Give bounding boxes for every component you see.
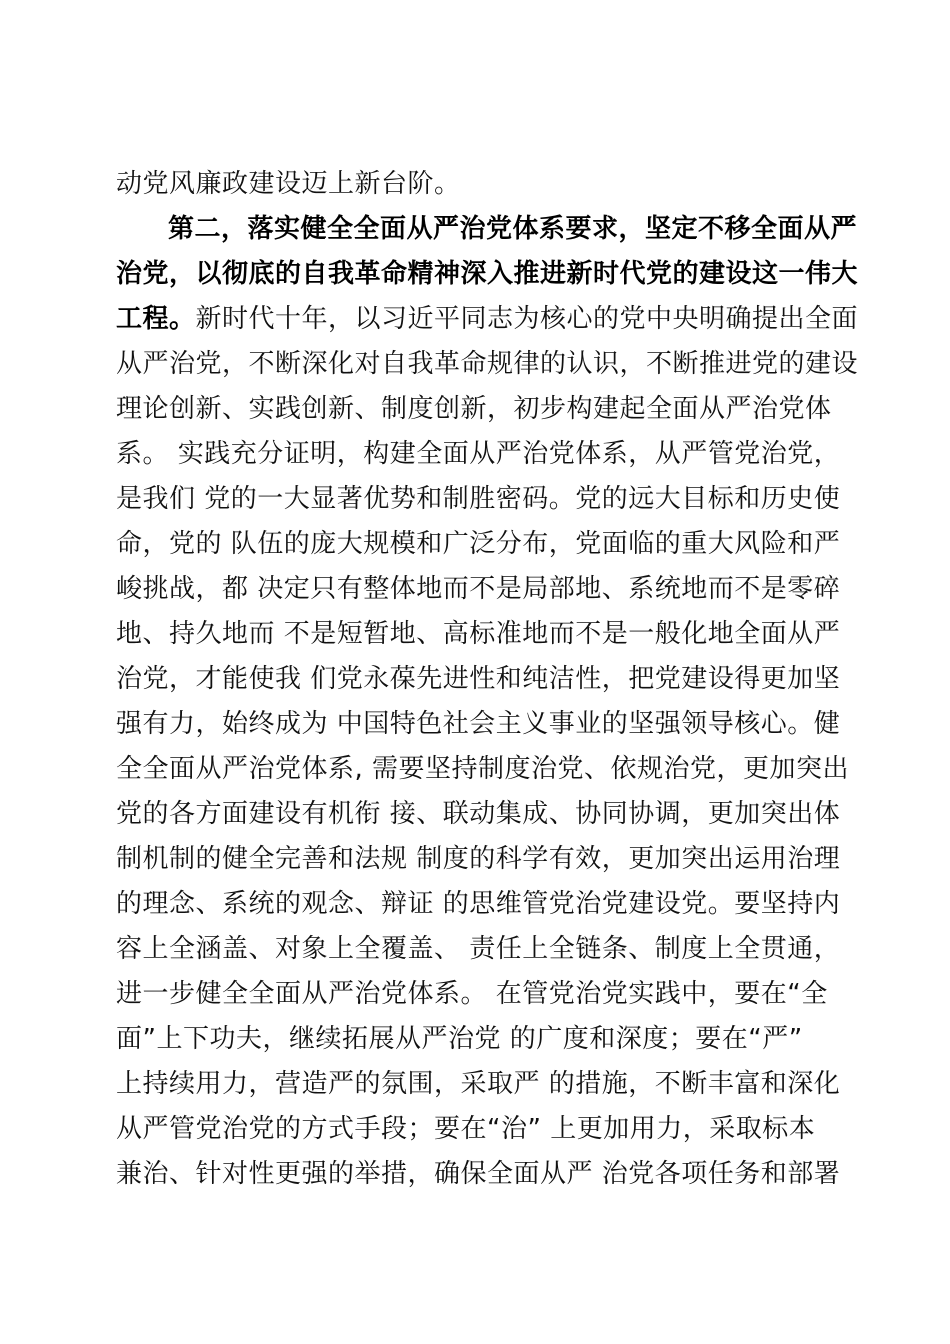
text-line: 系。 实践充分证明，构建全面从严治党体系，从严管党治党， — [116, 439, 841, 469]
text-line: 是我们 党的一大显著优势和制胜密码。党的远大目标和历史使 — [116, 484, 841, 514]
text-line: 强有力，始终成为 中国特色社会主义事业的坚强领导核心。健 — [116, 709, 841, 739]
text-line: 地、持久地而 不是短暂地、高标准地而不是一般化地全面从严 — [116, 619, 841, 649]
text-line — [116, 297, 859, 341]
text-line: 容上全涵盖、对象上全覆盖、 责任上全链条、制度上全贯通， — [116, 934, 841, 964]
text-line: 的理念、系统的观念、辩证 的思维管党治党建设党。要坚持内 — [116, 889, 841, 919]
text-span: 新时代十年，以习近平同志为核心的党中央明确提出全面 — [195, 304, 859, 334]
text-line: 全全面从严治党体系, 需要坚持制度治党、依规治党，更加突出 — [116, 754, 850, 784]
text-line: 命，党的 队伍的庞大规模和广泛分布，党面临的重大风险和严 — [116, 529, 841, 559]
text-line: 兼治、针对性更强的举措，确保全面从严 治党各项任务和部署 — [116, 1159, 841, 1189]
text-line: 进一步健全全面从严治党体系。 在管党治党实践中，要在“全 — [116, 979, 828, 1009]
text-line: 从严治党，不断深化对自我革命规律的认识，不断推进党的建设 — [116, 349, 859, 379]
text-line: 上持续用力，营造严的氛围，采取严 的措施，不断丰富和深化 — [116, 1069, 841, 1099]
text-line: 峻挑战，都 决定只有整体地而不是局部地、系统地而不是零碎 — [116, 574, 841, 604]
text-line: 面”上下功夫，继续拓展从严治党 的广度和深度；要在“严” — [116, 1024, 803, 1054]
section-heading-line: 治党，以彻底的自我革命精神深入推进新时代党的建设这一伟大 — [116, 259, 859, 289]
section-heading-line: 第二，落实健全全面从严治党体系要求，坚定不移全面从严 — [168, 214, 858, 244]
text-line: 制机制的健全完善和法规 制度的科学有效，更加突出运用治理 — [116, 844, 841, 874]
text-line: 治党，才能使我 们党永葆先进性和纯洁性，把党建设得更加坚 — [116, 664, 841, 694]
text-line: 从严管党治党的方式手段；要在“治” 上更加用力，采取标本 — [116, 1114, 816, 1144]
text-line: 动党风廉政建设迈上新台阶。 — [116, 169, 461, 199]
text-line: 理论创新、实践创新、制度创新，初步构建起全面从严治党体 — [116, 394, 832, 424]
text-line: 党的各方面建设有机衔 接、联动集成、协同协调，更加突出体 — [116, 799, 841, 829]
heading-tail: 工程。 — [116, 304, 196, 334]
